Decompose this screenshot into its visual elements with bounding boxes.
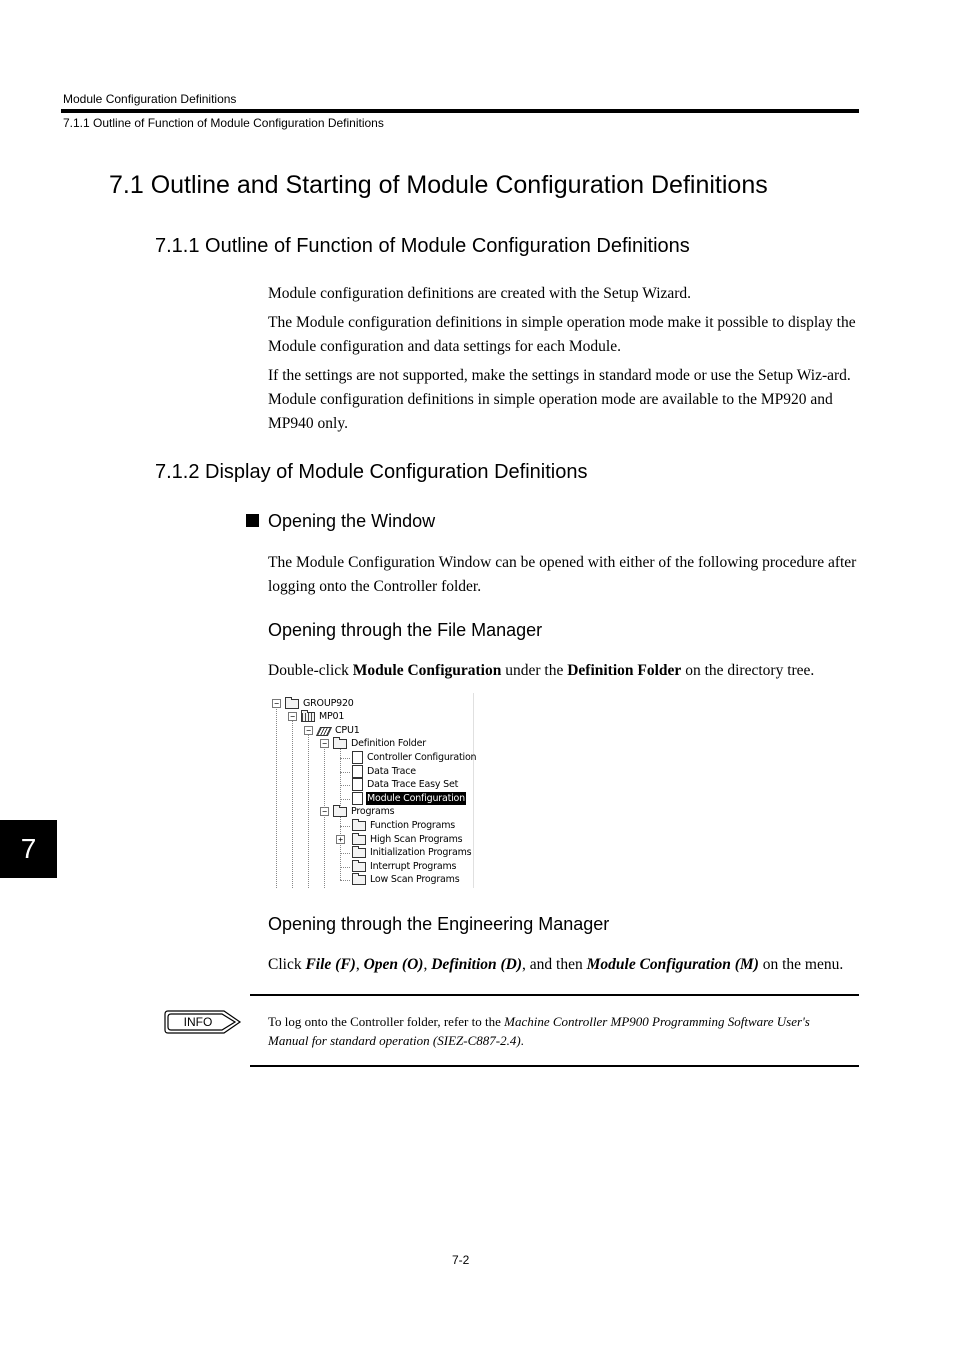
opening-window-heading-text: Opening the Window [268, 511, 436, 531]
tree-node-label: Function Programs [370, 820, 456, 831]
tree-branch-line [340, 880, 350, 881]
cpu-icon [316, 727, 332, 736]
tree-node-label: Initialization Programs [370, 847, 472, 858]
folder-icon [285, 699, 299, 709]
tree-node-label: MP01 [319, 711, 345, 722]
tree-branch-line [340, 826, 350, 827]
tree-node-low-scan-programs[interactable] [352, 873, 460, 886]
folder-icon [352, 821, 366, 831]
collapse-icon[interactable]: − [288, 712, 297, 721]
tree-node-label: CPU1 [335, 725, 360, 736]
menu-item-file: File (F) [305, 956, 356, 973]
tree-node-label: Data Trace Easy Set [367, 779, 459, 790]
folder-icon [333, 739, 347, 749]
running-header-title: Module Configuration Definitions [63, 92, 237, 106]
menu-item-module-configuration: Module Configuration (M) [586, 956, 759, 973]
tree-node-label: GROUP920 [303, 698, 354, 709]
folder-icon [352, 835, 366, 845]
tree-node-controller-configuration[interactable] [352, 751, 477, 764]
instruction-text: Double-click [268, 662, 353, 679]
tree-guide-line [324, 744, 325, 814]
tree-node-label-selected: Module Configuration [367, 793, 465, 804]
opening-window-heading [246, 511, 435, 532]
tree-node-label: Programs [351, 806, 395, 817]
tree-node-initialization-programs[interactable] [352, 846, 472, 859]
engineering-manager-heading: Opening through the Engineering Manager [268, 914, 610, 934]
tree-node-label: Controller Configuration [367, 752, 477, 763]
running-header-subtitle: 7.1.1 Outline of Function of Module Configuration Definitions [63, 116, 384, 130]
subsection-title-display: 7.1.2 Display of Module Configuration Definitions [155, 461, 588, 483]
tree-node-label: Low Scan Programs [370, 874, 460, 885]
info-icon [164, 1009, 244, 1035]
opening-window-paragraph: The Module Configuration Window can be opened with either of the following procedure after logging onto the Controller folder. [268, 554, 857, 595]
controller-icon [301, 712, 315, 722]
folder-icon [352, 848, 366, 858]
collapse-icon[interactable]: − [304, 726, 313, 735]
tree-branch-line [340, 758, 350, 759]
subsection-title-outline: 7.1.1 Outline of Function of Module Configuration Definitions [155, 235, 690, 257]
collapse-icon[interactable]: − [320, 807, 329, 816]
info-note-text: To log onto the Controller folder, refer to the [268, 1014, 505, 1029]
section-title: 7.1 Outline and Starting of Module Configuration Definitions [109, 171, 768, 199]
tree-branch-line [340, 799, 350, 800]
instruction-bold-module-configuration: Module Configuration [352, 662, 502, 679]
instruction-bold-definition-folder: Definition Folder [567, 662, 682, 679]
directory-tree-screenshot [268, 693, 477, 888]
tree-node-label: Data Trace [367, 766, 416, 777]
info-note-text: . [520, 1033, 524, 1048]
tree-node-interrupt-programs[interactable] [352, 860, 457, 873]
tree-branch-line [340, 867, 350, 868]
instruction-text: on the menu. [758, 956, 844, 973]
collapse-icon[interactable]: − [272, 699, 281, 708]
tree-branch-line [340, 853, 350, 854]
page-number: 7-2 [452, 1253, 470, 1267]
tree-branch-line [340, 785, 350, 786]
tree-node-label: Definition Folder [351, 738, 426, 749]
file-manager-instruction [268, 659, 814, 683]
collapse-icon[interactable]: − [320, 739, 329, 748]
outline-paragraph-1: Module configuration definitions are created with the Setup Wizard. [268, 285, 692, 302]
outline-paragraph-3: If the settings are not supported, make the settings in standard mode or use the Setup Wiz-ard. Module configuration definitions in simple operation mode are available to the MP920 and MP940 only. [268, 367, 851, 432]
expand-icon[interactable]: + [336, 835, 345, 844]
tree-node-cpu1[interactable] [304, 724, 361, 737]
instruction-text: under the [501, 662, 568, 679]
tree-guide-line [276, 703, 277, 888]
folder-icon [333, 807, 347, 817]
instruction-separator: , [423, 956, 432, 973]
instruction-text: Click [268, 956, 306, 973]
tree-node-data-trace[interactable] [352, 765, 417, 778]
tree-guide-line [324, 815, 325, 888]
tree-node-definition-folder[interactable] [320, 737, 427, 750]
menu-item-definition: Definition (D) [431, 956, 523, 973]
tree-node-function-programs[interactable] [352, 819, 456, 832]
info-note [268, 1012, 848, 1050]
document-icon [352, 751, 363, 764]
tree-node-high-scan-programs[interactable] [336, 833, 463, 846]
tree-branch-line [340, 772, 350, 773]
instruction-text: on the directory tree. [681, 662, 815, 679]
tree-guide-line [308, 731, 309, 888]
document-icon [352, 765, 363, 778]
info-manual-title: Machine Controller MP900 Programming Software User's Manual for standard operation (SIEZ-C887-2.4) [268, 1014, 810, 1048]
engineering-manager-instruction [268, 953, 843, 977]
info-bottom-rule [250, 1065, 859, 1067]
tree-node-label: High Scan Programs [370, 834, 463, 845]
info-badge-text: INFO [183, 1015, 213, 1029]
tree-node-programs[interactable] [320, 805, 395, 818]
tree-node-group920[interactable] [272, 697, 355, 710]
menu-item-open: Open (O) [363, 956, 424, 973]
header-rule [61, 109, 859, 113]
tree-guide-line [292, 717, 293, 888]
document-icon [352, 778, 363, 791]
folder-icon [352, 875, 366, 885]
file-manager-heading: Opening through the File Manager [268, 620, 543, 640]
instruction-separator: , [355, 956, 364, 973]
chapter-tab: 7 [0, 820, 57, 878]
tree-node-mp01[interactable] [288, 710, 345, 723]
tree-node-module-configuration[interactable] [352, 792, 466, 805]
folder-icon [352, 862, 366, 872]
tree-node-label: Interrupt Programs [370, 861, 457, 872]
outline-body [268, 282, 858, 441]
tree-node-data-trace-easy-set[interactable] [352, 778, 459, 791]
instruction-text: , and then [522, 956, 587, 973]
info-top-rule [250, 994, 859, 996]
black-square-bullet-icon [246, 514, 259, 527]
document-icon [352, 792, 363, 805]
outline-paragraph-2: The Module configuration definitions in simple operation mode make it possible to display the Module configuration and data settings for each Module. [268, 314, 856, 355]
